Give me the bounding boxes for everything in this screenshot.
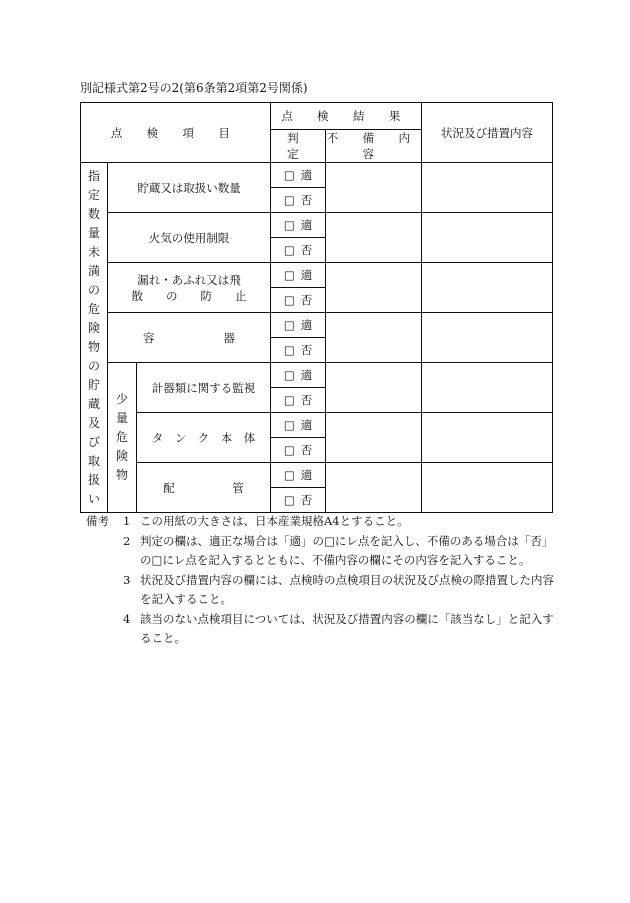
judgement-ok-label: 適 — [300, 168, 313, 182]
note-item — [86, 571, 556, 610]
judgement-ng-4[interactable] — [271, 388, 326, 413]
judgement-ng-label: 否 — [300, 443, 313, 457]
sub-group-label-small-quantity: 少 量 危 険 物 — [108, 363, 137, 513]
item-label: 漏れ・あふれ又は飛 散 の 防 止 — [108, 263, 271, 313]
checkbox-icon[interactable]: □ — [283, 343, 295, 357]
status-field[interactable] — [422, 313, 553, 363]
judgement-ng-label: 否 — [300, 393, 313, 407]
note-number: 1 — [123, 514, 131, 528]
judgement-ok-label: 適 — [300, 218, 313, 232]
table-row — [81, 263, 553, 288]
note-text: 判定の欄は、適正な場合は「適」の□にレ点を記入し、不備のある場合は「否」の□にレ点を記入するとともに、不備内容の欄にその内容を記入すること。 — [140, 533, 554, 567]
checkbox-icon[interactable]: □ — [283, 493, 295, 507]
defect-field[interactable] — [326, 163, 422, 213]
status-field[interactable] — [422, 463, 553, 513]
checkbox-icon[interactable]: □ — [283, 243, 295, 257]
judgement-ng-3[interactable] — [271, 338, 326, 363]
item-label: タ ン ク 本 体 — [137, 413, 271, 463]
checkbox-icon[interactable]: □ — [283, 393, 295, 407]
header-defect: 不 備 内 容 — [326, 131, 421, 161]
judgement-ng-2[interactable] — [271, 288, 326, 313]
note-number: 4 — [123, 611, 131, 626]
judgement-ok-1[interactable] — [271, 213, 326, 238]
defect-field[interactable] — [326, 263, 422, 313]
judgement-ng-label: 否 — [300, 243, 313, 257]
judgement-ok-label: 適 — [300, 368, 313, 382]
defect-field[interactable] — [326, 413, 422, 463]
note-item — [86, 610, 556, 649]
note-item — [86, 532, 556, 571]
defect-field[interactable] — [326, 363, 422, 413]
header-judgement: 判 定 — [271, 130, 326, 163]
checkbox-icon[interactable]: □ — [283, 368, 295, 382]
item-label: 計器類に関する監視 — [137, 363, 271, 413]
defect-field[interactable] — [326, 313, 422, 363]
checkbox-icon[interactable]: □ — [283, 443, 295, 457]
status-field[interactable] — [422, 263, 553, 313]
header-item: 点 検 項 目 — [81, 103, 271, 163]
item-label: 容 器 — [108, 313, 271, 363]
judgement-ok-5[interactable] — [271, 413, 326, 438]
judgement-ok-6[interactable] — [271, 463, 326, 488]
checkbox-icon[interactable]: □ — [283, 168, 295, 182]
note-text: この用紙の大きさは、日本産業規格A4とすること。 — [140, 514, 409, 528]
checkbox-icon[interactable]: □ — [283, 418, 295, 432]
judgement-ok-label: 適 — [300, 268, 313, 282]
judgement-ok-0[interactable] — [271, 163, 326, 188]
judgement-ok-3[interactable] — [271, 313, 326, 338]
judgement-ng-label: 否 — [300, 493, 313, 507]
judgement-ng-0[interactable] — [271, 188, 326, 213]
judgement-ng-label: 否 — [300, 343, 313, 357]
checkbox-icon[interactable]: □ — [283, 193, 295, 207]
judgement-ok-label: 適 — [300, 418, 313, 432]
status-field[interactable] — [422, 413, 553, 463]
item-label: 火気の使用制限 — [108, 213, 271, 263]
table-row — [81, 163, 553, 188]
header-result: 点 検 結 果 — [271, 103, 422, 130]
judgement-ok-label: 適 — [300, 318, 313, 332]
judgement-ng-1[interactable] — [271, 238, 326, 263]
defect-field[interactable] — [326, 463, 422, 513]
item-label: 配 管 — [137, 463, 271, 513]
judgement-ng-5[interactable] — [271, 438, 326, 463]
group-label-designated-quantity: 指 定 数 量 未 満 の 危 険 物 の 貯 蔵 及 び 取 扱 い — [81, 163, 108, 513]
checkbox-icon[interactable]: □ — [283, 318, 295, 332]
note-text: 状況及び措置内容の欄には、点検時の点検項目の状況及び点検の際措置した内容を記入すること。 — [140, 572, 554, 606]
note-item — [86, 512, 556, 532]
judgement-ok-4[interactable] — [271, 363, 326, 388]
notes-title: 備考 — [86, 514, 109, 528]
inspection-table — [80, 102, 553, 513]
table-row — [81, 213, 553, 238]
judgement-ok-label: 適 — [300, 468, 313, 482]
judgement-ng-6[interactable] — [271, 488, 326, 513]
notes-section — [86, 512, 556, 649]
checkbox-icon[interactable]: □ — [283, 268, 295, 282]
status-field[interactable] — [422, 163, 553, 213]
note-text: 該当のない点検項目については、状況及び措置内容の欄に「該当なし」と記入すること。 — [140, 611, 554, 645]
checkbox-icon[interactable]: □ — [283, 218, 295, 232]
form-heading: 別記様式第2号の2(第6条第2項第2号関係) — [80, 81, 308, 95]
table-row — [81, 363, 553, 388]
table-row — [81, 413, 553, 438]
header-status: 状況及び措置内容 — [422, 103, 553, 163]
note-number: 2 — [123, 533, 131, 548]
status-field[interactable] — [422, 363, 553, 413]
judgement-ng-label: 否 — [300, 293, 313, 307]
table-row — [81, 313, 553, 338]
checkbox-icon[interactable]: □ — [283, 468, 295, 482]
note-number: 3 — [123, 572, 131, 587]
checkbox-icon[interactable]: □ — [283, 293, 295, 307]
defect-field[interactable] — [326, 213, 422, 263]
judgement-ng-label: 否 — [300, 193, 313, 207]
judgement-ok-2[interactable] — [271, 263, 326, 288]
status-field[interactable] — [422, 213, 553, 263]
item-label: 貯蔵又は取扱い数量 — [108, 163, 271, 213]
table-row — [81, 463, 553, 488]
